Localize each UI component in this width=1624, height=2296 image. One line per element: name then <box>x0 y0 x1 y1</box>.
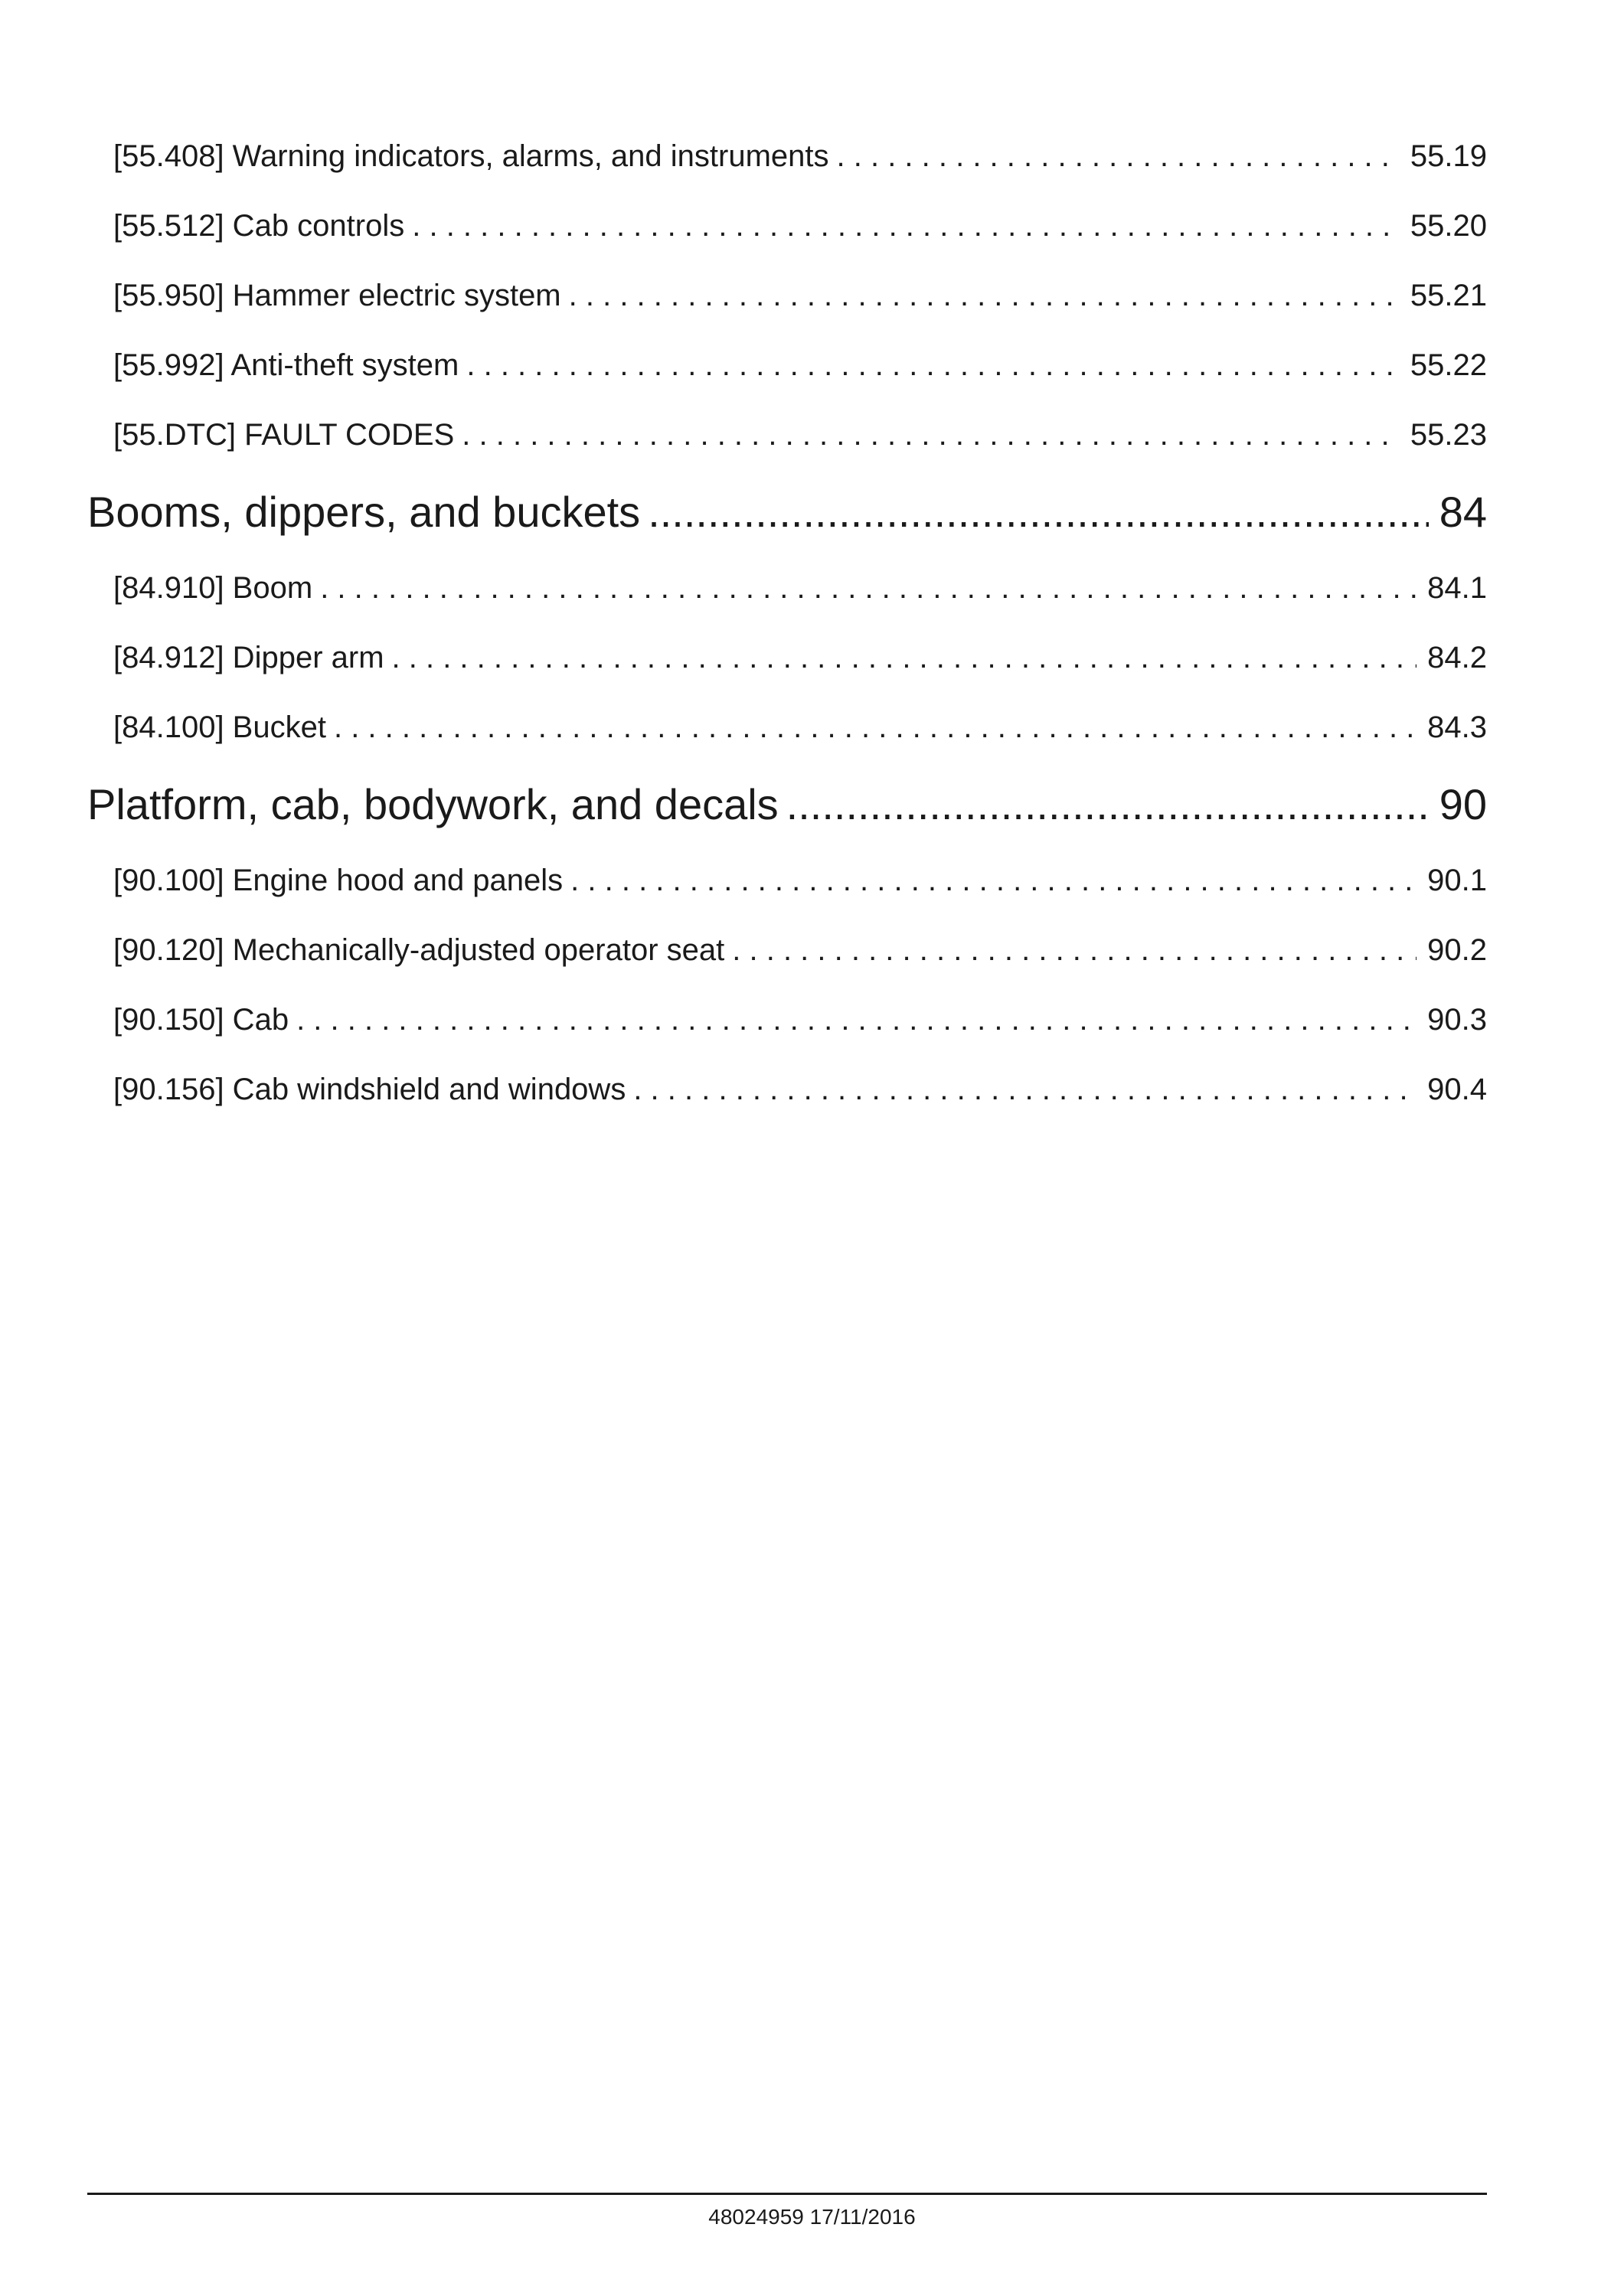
toc-entry-page: 55.23 <box>1410 418 1487 452</box>
dot-leader <box>732 933 1417 968</box>
toc-entry-page: 84.2 <box>1427 641 1487 674</box>
toc-entry[interactable] <box>113 139 1487 185</box>
toc-entry-page: 55.21 <box>1410 279 1487 312</box>
toc-entry-page: 84.3 <box>1427 710 1487 744</box>
toc-entry-label: [90.156] Cab windshield and windows <box>113 1073 626 1106</box>
toc-entry-page: 84.1 <box>1427 571 1487 605</box>
toc-entry[interactable] <box>113 571 1487 617</box>
dot-leader <box>320 571 1417 606</box>
toc-entry[interactable] <box>113 933 1487 979</box>
toc-entry-label: [90.100] Engine hood and panels <box>113 864 564 897</box>
footer-doc-id-date: 48024959 17/11/2016 <box>708 2205 916 2229</box>
dot-leader <box>569 279 1400 313</box>
dot-leader <box>462 418 1400 452</box>
toc-entry-label: [55.408] Warning indicators, alarms, and instruments <box>113 139 829 173</box>
toc-entry[interactable] <box>113 1073 1487 1119</box>
dot-leader <box>648 487 1429 537</box>
dot-leader <box>570 864 1417 898</box>
toc-entry-label: [84.100] Bucket <box>113 710 326 744</box>
dot-leader <box>296 1003 1417 1037</box>
dot-leader <box>633 1073 1417 1107</box>
section-number: 90 <box>1439 780 1487 828</box>
toc-entry[interactable] <box>113 864 1487 910</box>
dot-leader <box>392 641 1417 675</box>
toc-entry-page: 90.3 <box>1427 1003 1487 1037</box>
toc-entry[interactable] <box>113 641 1487 687</box>
dot-leader <box>466 348 1400 383</box>
toc-entry-page: 90.2 <box>1427 933 1487 967</box>
toc-entry[interactable] <box>113 1003 1487 1049</box>
toc-entry[interactable] <box>113 209 1487 255</box>
toc-entry[interactable] <box>113 710 1487 756</box>
toc-section-heading[interactable] <box>87 487 1487 548</box>
section-title: Platform, cab, bodywork, and decals <box>87 780 779 828</box>
dot-leader <box>412 209 1400 243</box>
toc-entry-label: [90.120] Mechanically-adjusted operator seat <box>113 933 725 967</box>
toc-entry[interactable] <box>113 418 1487 464</box>
toc-entry-page: 55.19 <box>1410 139 1487 173</box>
dot-leader <box>786 779 1429 829</box>
toc-entry-page: 90.1 <box>1427 864 1487 897</box>
toc-entry[interactable] <box>113 279 1487 325</box>
toc-entry-label: [55.992] Anti-theft system <box>113 348 459 382</box>
toc-entry-page: 55.22 <box>1410 348 1487 382</box>
section-number: 84 <box>1439 488 1487 536</box>
dot-leader <box>334 710 1417 745</box>
toc-section-heading[interactable] <box>87 779 1487 841</box>
footer-rule <box>87 2193 1487 2195</box>
toc-entry-label: [55.DTC] FAULT CODES <box>113 418 455 452</box>
toc-entry-label: [90.150] Cab <box>113 1003 289 1037</box>
section-title: Booms, dippers, and buckets <box>87 488 641 536</box>
toc-entry-label: [55.950] Hammer electric system <box>113 279 561 312</box>
toc-entry-page: 55.20 <box>1410 209 1487 243</box>
dot-leader <box>837 139 1400 174</box>
toc-entry-page: 90.4 <box>1427 1073 1487 1106</box>
toc-entry-label: [84.912] Dipper arm <box>113 641 384 674</box>
toc-entry-label: [55.512] Cab controls <box>113 209 405 243</box>
toc-entry-label: [84.910] Boom <box>113 571 313 605</box>
toc-entry[interactable] <box>113 348 1487 394</box>
